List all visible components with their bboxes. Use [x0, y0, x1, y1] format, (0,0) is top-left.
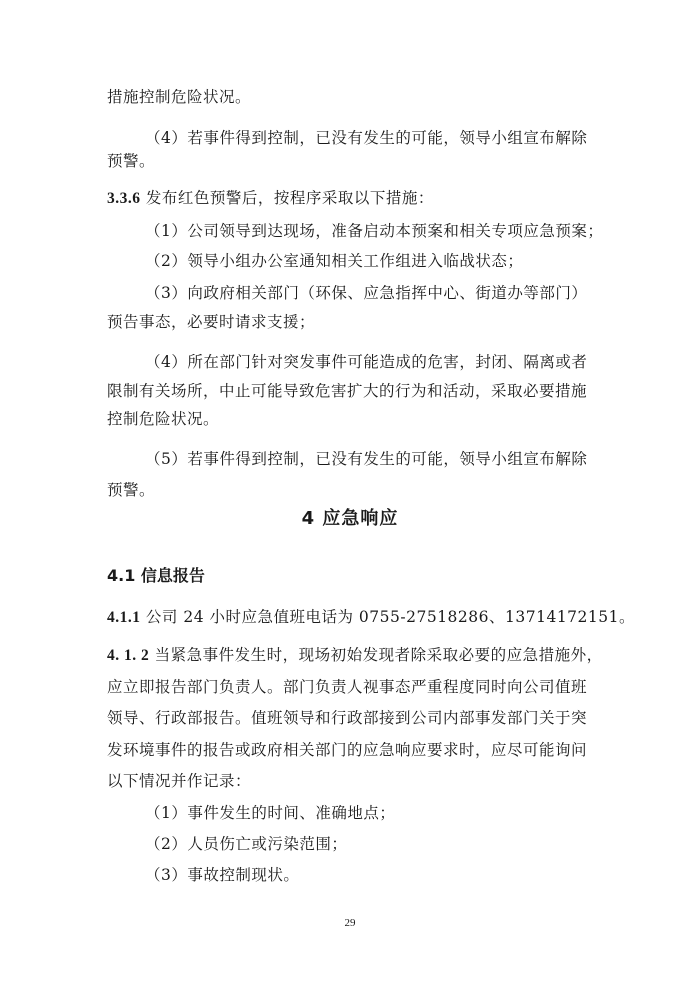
list-item: （5）若事件得到控制，已没有发生的可能，领导小组宣布解除 [145, 450, 588, 468]
clause-number: 4.1.1 [107, 609, 141, 626]
list-item: （1）事件发生的时间、准确地点； [145, 804, 396, 822]
list-item: （3）事故控制现状。 [145, 866, 300, 884]
clause-text: 当紧急事件发生时，现场初始发现者除采取必要的应急措施外， [149, 646, 603, 664]
subsection-title: 4.1 信息报告 [107, 566, 205, 585]
clause-text: 发布红色预警后，按程序采取以下措施： [140, 189, 434, 207]
paragraph-line: 控制危险状况。 [107, 410, 220, 428]
clause-line [107, 645, 603, 666]
clause-number: 3.3.6 [107, 190, 141, 207]
list-item: （1）公司领导到达现场，准备启动本预案和相关专项应急预案； [145, 222, 604, 240]
paragraph-line: 预警。 [107, 481, 156, 499]
clause-text: 公司 24 小时应急值班电话为 0755-27518286、13714172151。 [140, 608, 635, 626]
list-item: （4）所在部门针对突发事件可能造成的危害，封闭、隔离或者 [145, 353, 588, 371]
paragraph-line: 应立即报告部门负责人。部门负责人视事态严重程度同时向公司值班 [107, 678, 588, 696]
paragraph-line: （4）若事件得到控制，已没有发生的可能，领导小组宣布解除 [145, 129, 588, 147]
paragraph-line: 发环境事件的报告或政府相关部门的应急响应要求时，应尽可能询问 [107, 741, 588, 759]
paragraph-line: 限制有关场所，中止可能导致危害扩大的行为和活动，采取必要措施 [107, 382, 588, 400]
paragraph-line: 领导、行政部报告。值班领导和行政部接到公司内部事发部门关于突 [107, 709, 588, 727]
page-number: 29 [344, 917, 356, 929]
paragraph-line: 以下情况并作记录： [107, 772, 252, 790]
list-item: （3）向政府相关部门（环保、应急指挥中心、街道办等部门） [145, 284, 588, 302]
clause-line [107, 607, 635, 628]
list-item: （2）领导小组办公室通知相关工作组进入临战状态； [145, 252, 524, 270]
paragraph-line: 措施控制危险状况。 [107, 88, 252, 106]
clause-line [107, 188, 597, 209]
paragraph-line: 预警。 [107, 152, 156, 170]
list-item: （2）人员伤亡或污染范围； [145, 835, 348, 853]
section-title: 4 应急响应 [301, 508, 399, 529]
paragraph-line: 预告事态，必要时请求支援； [107, 313, 316, 331]
clause-number: 4. 1. 2 [107, 647, 150, 664]
